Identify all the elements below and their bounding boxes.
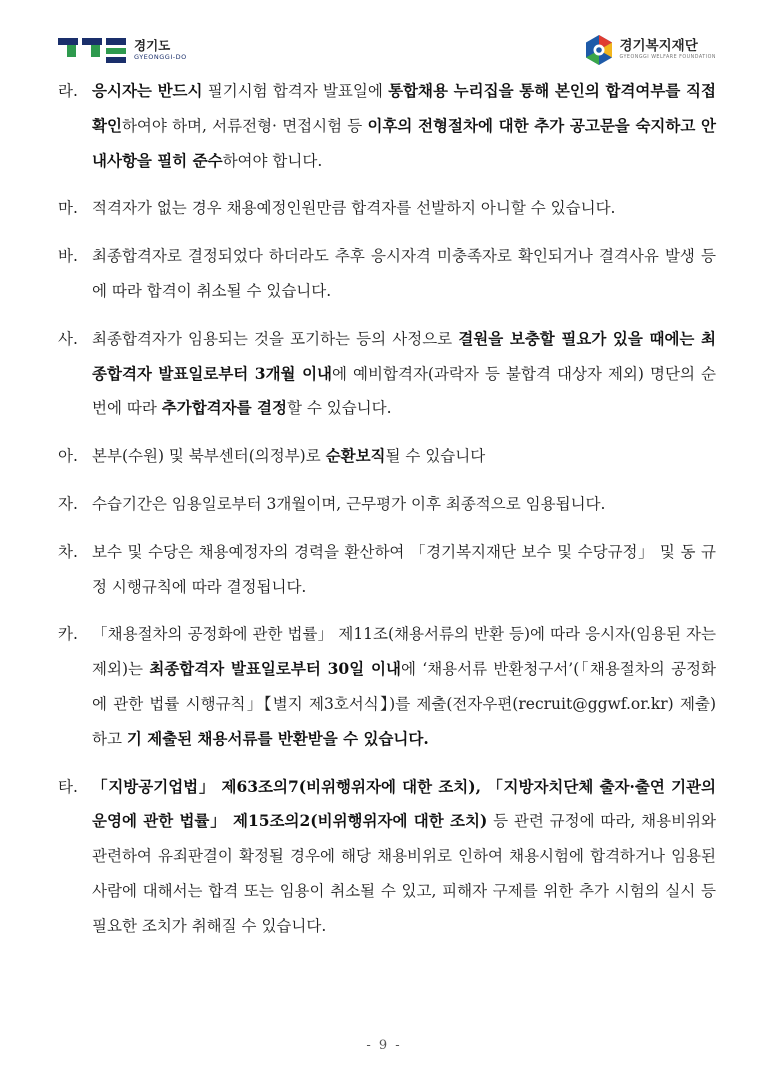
notice-item [58, 191, 716, 226]
notice-text: 등 관련 규정에 따라, 채용비위와 관련하여 유죄판결이 확정될 경우에 해당 채용비위로 인하여 채용시험에 합격하거나 임용된 사람에 대해서는 합격 또는 임용이 취소될 수 있고, 피해자 구제를 위한 추가 시험의 실시 등 필요한 조치가 취해질 수 있습니다. [92, 812, 716, 935]
ggwf-emblem-icon [584, 34, 614, 66]
notice-text: 「채용절차의 공정화에 관한 법률」 제11조(채용서류의 반환 등)에 따라 응시자(임용된 자는 제외)는 [92, 625, 716, 679]
notice-item-marker: 사. [58, 329, 78, 348]
notice-text: 보수 및 수당은 채용예정자의 경력을 환산하여 「경기복지재단 보수 및 수당규정」 및 동 규정 시행규칙에 따라 결정됩니다. [92, 542, 716, 596]
notice-item-marker: 바. [58, 247, 78, 266]
gyeonggi-do-emblem-icon [58, 38, 128, 64]
emphasized-text: 응시자는 반드시 [92, 81, 203, 100]
notice-text: 본부(수원) 및 북부센터(의정부)로 [92, 447, 326, 466]
page-header [58, 34, 716, 74]
ggwf-logo [584, 34, 716, 66]
notice-item-marker: 라. [58, 82, 78, 100]
emphasized-text: 기 제출된 채용서류를 반환받을 수 있습니다. [126, 728, 429, 748]
notice-text: 될 수 있습니다 [385, 447, 486, 466]
emphasized-text: 통합채용 누리집을 통해 본인의 합격여부를 직접 확인 [92, 81, 716, 135]
notice-text: 할 수 있습니다. [286, 399, 392, 418]
gyeonggi-do-subname: GYEONGGI-DO [134, 53, 187, 61]
notice-item [58, 617, 716, 756]
gyeonggi-do-logo [58, 38, 187, 64]
notice-item [58, 487, 716, 522]
emphasized-text: 추가합격자를 결정 [161, 398, 287, 418]
notice-item-marker: 타. [58, 777, 78, 796]
ggwf-name: 경기복지재단 [619, 38, 698, 54]
notice-text: 하여야 하며, 서류전형· 면접시험 등 [121, 116, 368, 135]
notice-text: 적격자가 없는 경우 채용예정인원만큼 합격자를 선발하지 아니할 수 있습니다. [92, 199, 616, 218]
notice-item-marker: 카. [58, 625, 78, 644]
notice-item-marker: 차. [58, 542, 78, 561]
notice-item [58, 322, 716, 426]
page-number: - 9 - [366, 1038, 402, 1053]
notice-item-marker: 아. [58, 447, 78, 466]
notice-text: 에 예비합격자(과락자 등 불합격 대상자 제외) 명단의 순번에 따라 [92, 364, 716, 418]
emphasized-text: 「지방공기업법」 제63조의7(비위행위자에 대한 조치), 「지방자치단체 출자·출연 기관의 운영에 관한 법률」 제15조의2(비위행위자에 대한 조치) [92, 776, 716, 831]
notice-item [58, 74, 716, 178]
notice-list [58, 74, 716, 957]
ggwf-subname: GYEONGGI WELFARE FOUNDATION [619, 55, 716, 60]
emphasized-text: 최종합격자 발표일로부터 30일 이내 [149, 659, 401, 679]
notice-item-marker: 자. [58, 494, 78, 513]
emphasized-text: 결원을 보충할 필요가 있을 때에는 최종합격자 발표일로부터 3개월 이내 [92, 328, 716, 383]
gyeonggi-do-name: 경기도 [134, 38, 171, 53]
notice-text: 최종합격자로 결정되었다 하더라도 추후 응시자격 미충족자로 확인되거나 결격사유 발생 등에 따라 합격이 취소될 수 있습니다. [92, 247, 716, 300]
notice-item [58, 535, 716, 605]
notice-item-marker: 마. [58, 199, 78, 218]
notice-item [58, 239, 716, 309]
notice-text: 하여야 합니다. [222, 151, 323, 170]
notice-text: 수습기간은 임용일로부터 3개월이며, 근무평가 이후 최종적으로 임용됩니다. [92, 494, 606, 513]
emphasized-text: 순환보직 [325, 446, 386, 466]
notice-item [58, 770, 716, 944]
emphasized-text: 이후의 전형절차에 대한 추가 공고문을 숙지하고 안내사항을 필히 준수 [92, 115, 716, 170]
notice-text: 최종합격자가 임용되는 것을 포기하는 등의 사정으로 [92, 329, 459, 348]
notice-text: 필기시험 합격자 발표일에 [202, 82, 389, 100]
notice-text: 에 ‘채용서류 반환청구서’(「채용절차의 공정화에 관한 법률 시행규칙」【별지 제3호서식】)를 제출(전자우편(recruit@ggwf.or.kr) 제출)하고 [92, 660, 716, 748]
notice-item [58, 439, 716, 474]
